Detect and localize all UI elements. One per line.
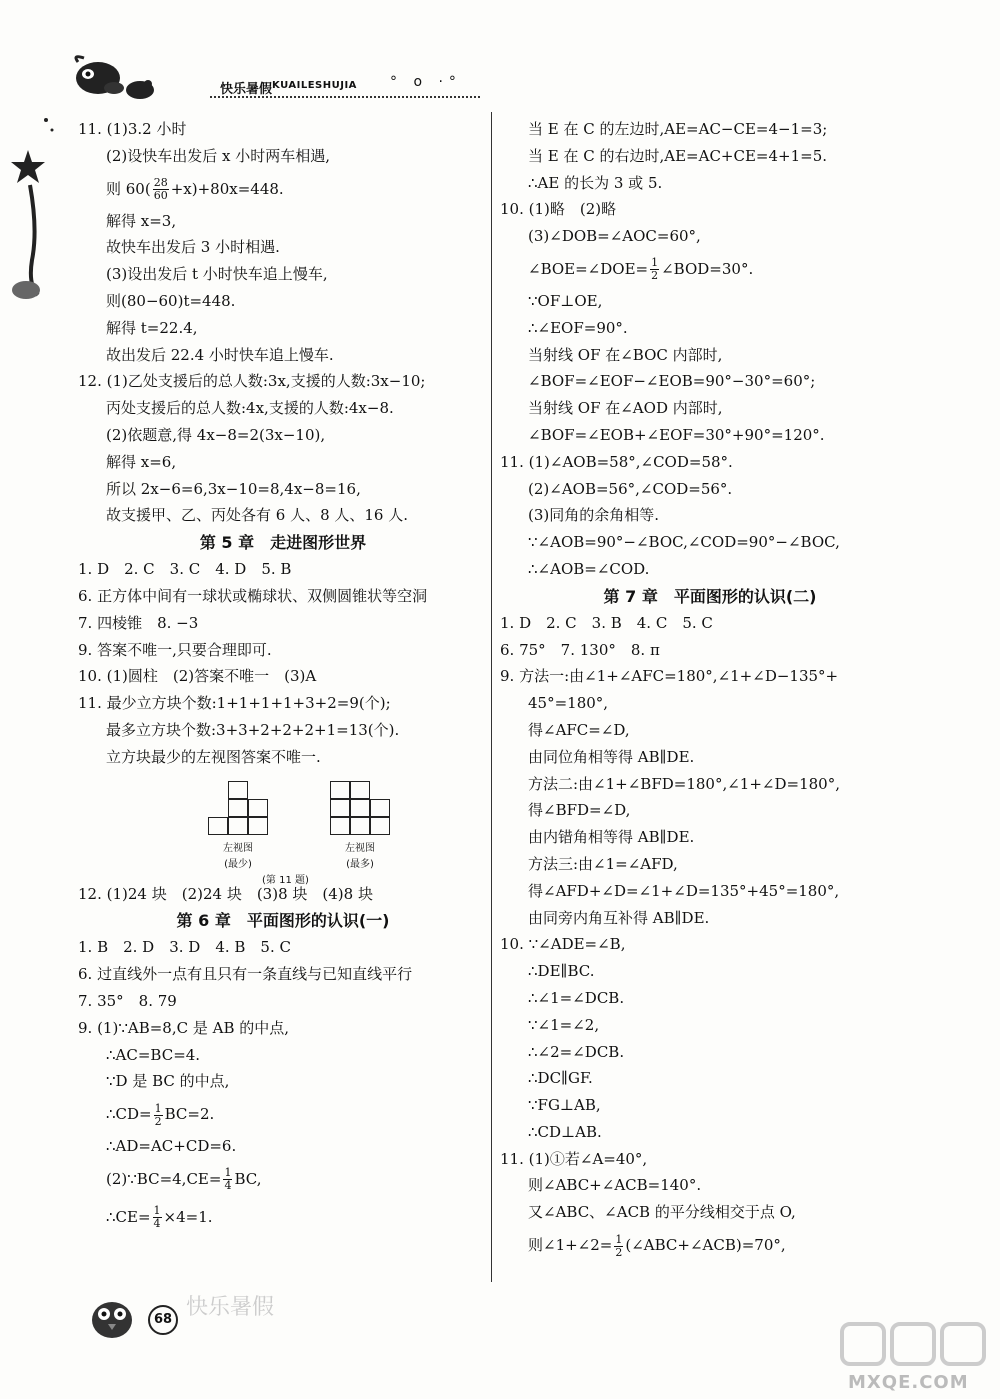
page-header [60,48,480,108]
ch5-answer: 最多立方块个数:3+3+2+2+2+1=13(个). [106,720,400,739]
ch6-answer [78,1160,488,1198]
q10-line: ∠BOF=∠EOF−∠EOB=90°−30°=60°; [528,372,816,391]
q11-line: (3)同角的余角相等. [528,506,660,525]
watermark-text: MXQE.COM [848,1372,969,1393]
q9-cont-line: 当 E 在 C 的右边时,AE=AC+CE=4+1=5. [528,146,828,165]
q11-line: 则(80−60)t=448. [106,291,236,310]
cube-cell [228,799,248,817]
faint-stamp-text: 快乐暑假 [186,1295,275,1320]
cube-cell [208,817,228,835]
ch7-answer: ∴DC∥GF. [528,1069,593,1088]
star-stick-decoration-icon [8,110,58,310]
ch7-answer: 6. 75° 7. 130° 8. π [500,640,660,659]
column-divider [491,112,492,1282]
ch7-answer: ∴DE∥BC. [528,962,595,981]
equation-prefix: ∠BOE=∠DOE= [528,259,649,278]
q9-cont-line: ∴AE 的长为 3 或 5. [528,173,663,192]
chapter-7-title: 第 7 章 平面图形的认识(二) [603,586,817,606]
ch7-answer: 由同旁内角互补得 AB∥DE. [528,908,710,927]
q11-line: (2)∠AOB=56°,∠COD=56°. [528,479,733,498]
ch6-answer: ∴AC=BC=4. [106,1045,201,1064]
ch6-answer: ∴AD=AC+CD=6. [106,1137,237,1156]
header-title-en: KUAILESHUJIA [272,80,357,91]
cube-cell [228,781,248,799]
ch5-answer: 12. (1)24 块 (2)24 块 (3)8 块 (4)8 块 [78,884,373,903]
ch7-answer: 9. 方法一:由∠1+∠AFC=180°,∠1+∠D−135°+ [500,667,839,686]
ch7-answer: 1. D 2. C 3. B 4. C 5. C [500,613,713,632]
ch7-answer: 10. ∵∠ADE=∠B, [500,935,626,954]
ch5-answer: 6. 正方体中间有一球状或椭球状、双侧圆锥状等空洞 [78,586,428,605]
q10-line [500,250,920,288]
header-dots: ° o ·° [390,74,462,90]
cube-cell [370,799,390,817]
ch6-answer: 6. 过直线外一点有且只有一条直线与已知直线平行 [78,965,413,984]
q10-line: 当射线 OF 在∠BOC 内部时, [528,345,723,364]
fraction [153,1205,162,1230]
fraction-numerator: 1 [651,256,659,270]
ch5-answer: 9. 答案不唯一,只要合理即可. [78,640,272,659]
ch7-answer: 方法三:由∠1=∠AFD, [528,854,678,873]
q12-line: (2)依题意,得 4x−8=2(3x−10), [106,425,326,444]
ch7-answer: 由内错角相等得 AB∥DE. [528,828,695,847]
fraction-denominator: 60 [153,189,168,203]
q11-equation [78,170,488,208]
equation-suffix: BC, [234,1169,262,1188]
ch6-answer: 7. 35° 8. 79 [78,991,177,1010]
fraction-denominator: 4 [224,1179,232,1193]
fraction-numerator: 1 [615,1232,623,1246]
ch7-answer: 11. (1)①若∠A=40°, [500,1149,648,1168]
ch7-answer: 得∠AFD+∠D=∠1+∠D=135°+45°=180°, [528,881,840,900]
ch5-answer: 11. 最少立方块个数:1+1+1+1+3+2=9(个); [78,694,391,713]
equation-suffix: BC=2. [164,1105,215,1124]
q11-line: 解得 x=3, [106,211,177,230]
q9-cont-line: 当 E 在 C 的左边时,AE=AC−CE=4−1=3; [528,120,828,138]
left-column [78,116,488,1236]
q11-line: 11. (1)∠AOB=58°,∠COD=58°. [500,452,733,471]
fraction-denominator: 2 [615,1245,623,1259]
q12-line: 所以 2x−6=6,3x−10=8,4x−8=16, [106,479,361,498]
ch6-answer: 1. B 2. D 3. D 4. B 5. C [78,938,291,957]
figure-label: (第 11 题) [262,874,309,886]
fraction-denominator: 2 [154,1114,162,1128]
header-title-cn: 快乐暑假 [220,82,273,97]
chapter-5-title: 第 5 章 走进图形世界 [199,533,367,553]
q11-line: (3)设出发后 t 小时快车追上慢车, [106,265,328,284]
cube-cell [330,781,350,799]
ch7-answer: 又∠ABC、∠ACB 的平分线相交于点 O, [528,1203,796,1222]
cube-cell [248,817,268,835]
q11-line: ∴∠AOB=∠COD. [528,559,650,578]
q10-line: 当射线 OF 在∠AOD 内部时, [528,399,723,418]
cube-cell [330,799,350,817]
cube-cell [370,817,390,835]
header-divider [210,96,480,98]
ch5-answer: 1. D 2. C 3. C 4. D 5. B [78,560,292,579]
equation-suffix: ∠BOD=30°. [661,259,754,278]
fraction-denominator: 4 [153,1217,161,1231]
q12-line: 12. (1)乙处支援后的总人数:3x,支援的人数:3x−10; [78,372,426,391]
fraction [614,1234,623,1259]
figure-caption: (最多) [346,858,374,870]
equation-prefix: (2)∵BC=4,CE= [106,1169,222,1188]
fraction [650,257,659,282]
fraction [153,177,169,202]
equation-suffix: (∠ABC+∠ACB)=70°, [625,1236,786,1255]
ch5-answer: 立方块最少的左视图答案不唯一. [106,747,321,766]
ch5-answer: 7. 四棱锥 8. −3 [78,613,199,632]
figure-caption: 左视图 [223,842,253,854]
right-column [500,116,920,1264]
fraction [223,1167,232,1192]
ch6-answer [78,1198,488,1236]
cube-cell [350,817,370,835]
q11-line: 解得 t=22.4, [106,318,198,337]
q10-line: ∠BOF=∠EOB+∠EOF=30°+90°=120°. [528,425,825,444]
q10-line: ∴∠EOF=90°. [528,318,628,337]
ch7-answer: 得∠AFC=∠D, [528,720,630,739]
ch6-answer: 9. (1)∵AB=8,C 是 AB 的中点, [78,1018,290,1037]
ch6-answer [78,1095,488,1133]
cube-cell [350,799,370,817]
fraction [154,1103,163,1128]
ch7-answer: 则∠ABC+∠ACB=140°. [528,1176,702,1195]
q11-line: 11. (1)3.2 小时 [78,120,187,138]
ch7-answer: ∴∠2=∠DCB. [528,1042,625,1061]
ch7-answer: 由同位角相等得 AB∥DE. [528,747,695,766]
q10-line: (3)∠DOB=∠AOC=60°, [528,227,701,246]
ch7-answer [500,1226,920,1264]
equation-prefix: 则∠1+∠2= [528,1236,613,1255]
q12-line: 丙处支援后的总人数:4x,支援的人数:4x−8. [106,399,394,418]
cube-cell [228,817,248,835]
page-number: 68 [148,1305,178,1335]
equation-suffix: +x)+80x=448. [170,179,284,198]
fraction-numerator: 28 [153,176,168,190]
ch7-answer: ∴CD⊥AB. [528,1122,602,1141]
equation-prefix: ∴CD= [106,1105,152,1124]
ch7-answer: ∵FG⊥AB, [528,1096,601,1115]
ch7-answer: ∴∠1=∠DCB. [528,988,625,1007]
ch7-answer: 45°=180°, [528,694,609,713]
ch7-answer: 得∠BFD=∠D, [528,801,631,820]
q11-line: 故快车出发后 3 小时相遇. [106,238,280,257]
cube-left-view-figure [78,771,488,886]
bird-mascot-icon [84,1290,140,1344]
equation-suffix: ×4=1. [163,1207,213,1226]
ch5-answer: 10. (1)圆柱 (2)答案不唯一 (3)A [78,667,317,686]
cube-cell [350,781,370,799]
q10-line: 10. (1)略 (2)略 [500,200,617,219]
q10-line: ∵OF⊥OE, [528,291,603,310]
ch6-answer: ∵D 是 BC 的中点, [106,1072,230,1091]
q11-line: 故出发后 22.4 小时快车追上慢车. [106,345,334,364]
ch7-answer: ∵∠1=∠2, [528,1015,600,1034]
q12-line: 故支援甲、乙、丙处各有 6 人、8 人、16 人. [106,506,409,525]
chapter-6-title: 第 6 章 平面图形的认识(一) [176,911,390,931]
bird-icon [120,72,160,102]
figure-caption: 左视图 [345,842,375,854]
cube-cell [248,799,268,817]
ch7-answer: 方法二:由∠1+∠BFD=180°,∠1+∠D=180°, [528,774,840,793]
q12-line: 解得 x=6, [106,452,177,471]
fraction-numerator: 1 [153,1204,161,1218]
equation-prefix: ∴CE= [106,1207,151,1226]
fraction-numerator: 1 [224,1166,232,1180]
q11-line: (2)设快车出发后 x 小时两车相遇, [106,146,331,165]
equation-prefix: 则 60( [106,179,151,198]
figure-caption: (最少) [224,858,252,870]
cube-cell [330,817,350,835]
fraction-numerator: 1 [154,1101,162,1115]
q11-line: ∵∠AOB=90°−∠BOC,∠COD=90°−∠BOC, [528,533,840,552]
fraction-denominator: 2 [651,269,659,283]
